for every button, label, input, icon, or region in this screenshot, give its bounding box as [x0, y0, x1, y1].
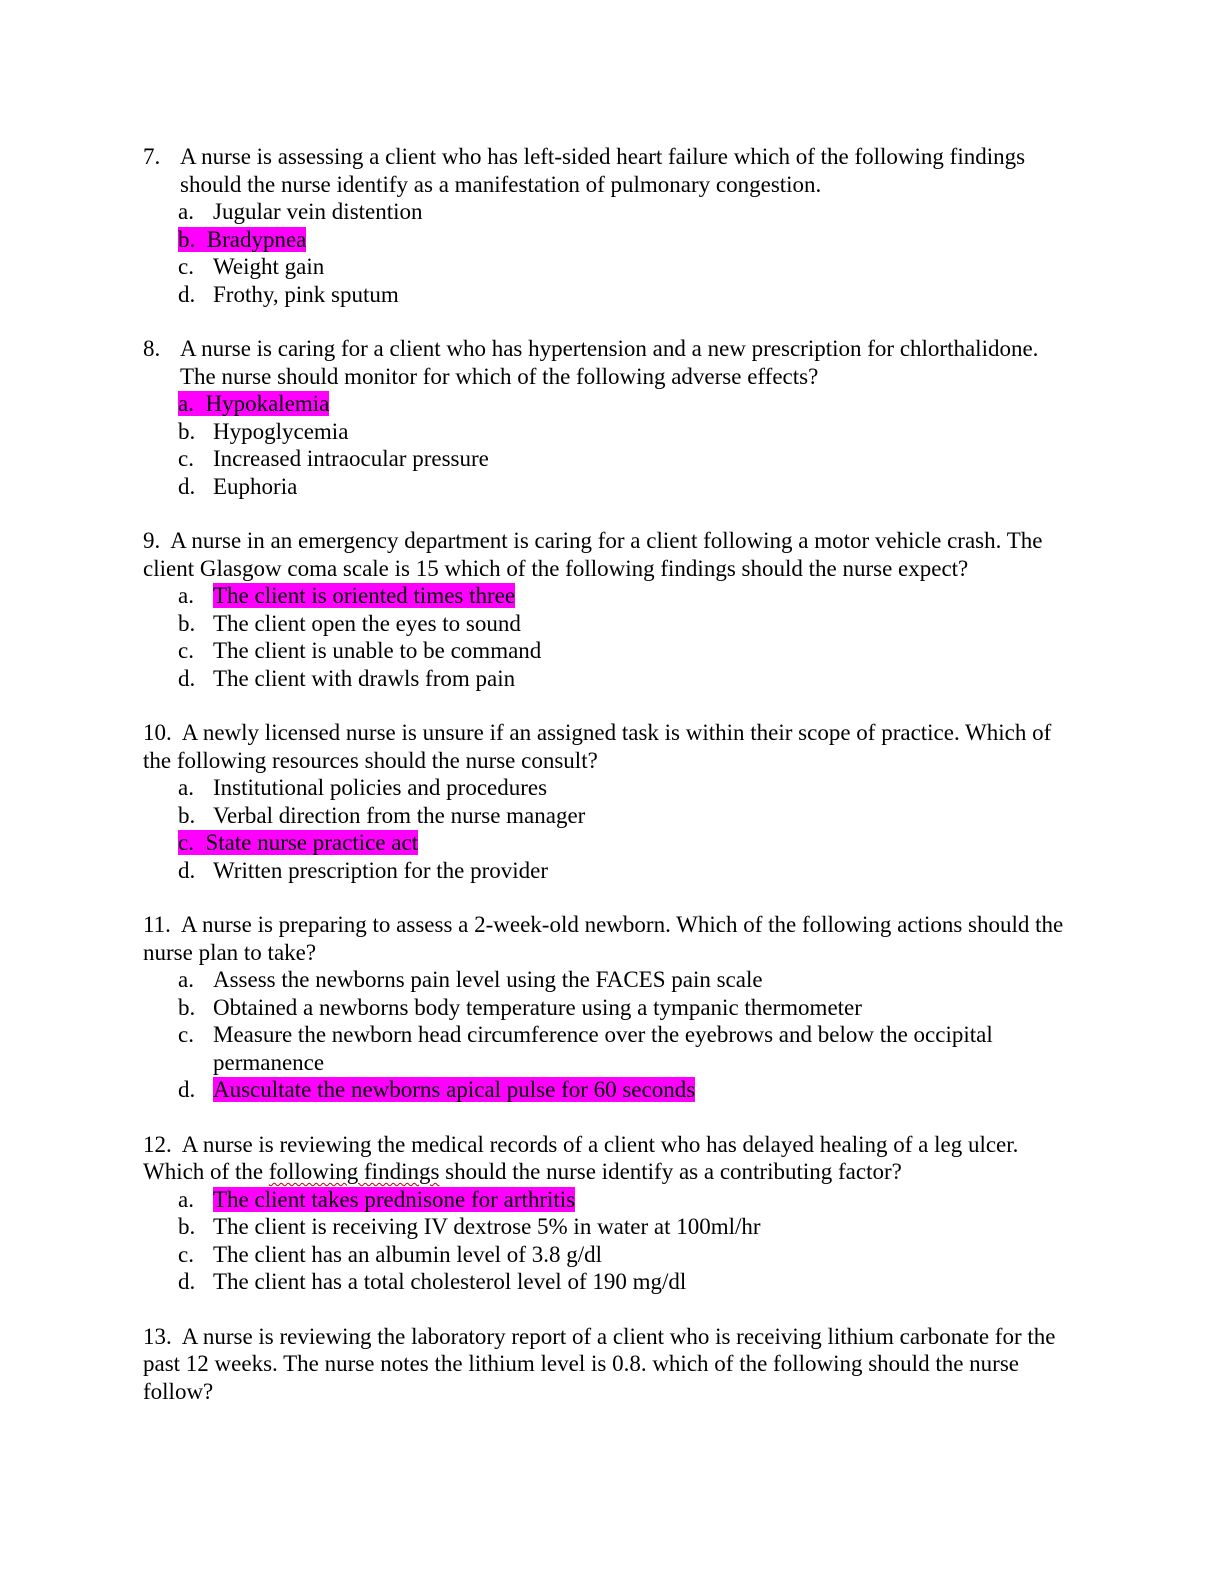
option-row [178, 665, 1064, 693]
option-letter: d. [178, 857, 196, 883]
option-text: Verbal direction from the nurse manager [213, 802, 586, 828]
question-text-segment: A nurse is caring for a client who has hypertension and a new prescription for chlorthalidone. The nurse should monitor for which of the following adverse effects? [180, 336, 1039, 389]
option-letter: a. [178, 199, 194, 224]
option-highlight: The client takes prednisone for arthritis [213, 1186, 576, 1212]
question-text-segment: A newly licensed nurse is unsure if an assigned task is within their scope of practice. Which of the following resources should the nurse consult? [143, 720, 1052, 773]
option-letter: b. [178, 1214, 196, 1239]
question-text-segment: A nurse in an emergency department is caring for a client following a motor vehicle crash. The client Glasgow coma scale is 15 which of the following findings should the nurse expect? [143, 528, 1043, 581]
option-text: The client has a total cholesterol level of 190 mg/dl [213, 1269, 687, 1294]
option-row [178, 857, 1064, 885]
option-row [178, 1076, 1064, 1104]
question-block [143, 527, 1064, 692]
option-row [178, 829, 1064, 857]
question-block [143, 143, 1064, 308]
option-letter: d. [178, 473, 196, 499]
question-number: 8. [143, 336, 161, 361]
option-row [178, 198, 1064, 226]
option-letter: a. [178, 775, 194, 800]
option-letter: c. [178, 638, 194, 663]
question-block [143, 719, 1064, 884]
question-text [143, 335, 1064, 390]
option-row [178, 418, 1064, 446]
option-letter: b. [178, 802, 196, 828]
option-text: Measure the newborn head circumference over the eyebrows and below the occipital permanence [213, 1022, 993, 1075]
option-row [178, 445, 1064, 473]
option-text [213, 582, 1064, 610]
option-row [178, 1268, 1064, 1296]
option-text: Hypoglycemia [213, 418, 349, 444]
option-text: The client open the eyes to sound [213, 610, 521, 636]
option-row [178, 390, 1064, 418]
question-text [143, 1323, 1064, 1406]
option-row [178, 1186, 1064, 1214]
option-letter: c. [178, 1241, 194, 1267]
option-row [178, 1021, 1064, 1076]
option-letter: d. [178, 1077, 196, 1102]
option-row [178, 1213, 1064, 1241]
option-letter: a. [178, 583, 194, 608]
option-text [213, 1186, 1064, 1214]
question-text [143, 1131, 1064, 1186]
option-letter: b. [178, 994, 196, 1020]
option-row [178, 966, 1064, 994]
option-letter: c. [178, 446, 194, 471]
option-letter: a. [178, 1186, 194, 1212]
question-text [143, 911, 1064, 966]
option-letter: c. [178, 254, 194, 279]
option-letter: d. [178, 665, 196, 691]
option-row [178, 802, 1064, 830]
option-row [178, 774, 1064, 802]
question-block [143, 911, 1064, 1104]
option-text: The client is unable to be command [213, 638, 542, 663]
option-row [178, 226, 1064, 254]
question-text-segment: should the nurse identify as a contributing factor? [439, 1159, 902, 1184]
option-highlight: The client is oriented times three [213, 583, 516, 608]
question-number: 13. [143, 1323, 172, 1349]
option-text: Written prescription for the provider [213, 857, 549, 883]
question-text-segment: A nurse is reviewing the laboratory report of a client who is receiving lithium carbonate for the past 12 weeks. The nurse notes the lithium level is 0.8. which of the following should the nurse follow? [143, 1323, 1056, 1404]
option-row [178, 473, 1064, 501]
option-text: Assess the newborns pain level using the FACES pain scale [213, 967, 763, 992]
question-text-segment: following findings [268, 1159, 440, 1184]
option-letter: a. [178, 967, 194, 992]
question-number: 9. [143, 528, 161, 553]
question-number: 10. [143, 720, 172, 745]
option-text: Increased intraocular pressure [213, 446, 489, 471]
option-text: The client with drawls from pain [213, 665, 516, 691]
option-highlight: Auscultate the newborns apical pulse for 60 seconds [213, 1077, 696, 1102]
question-text [143, 143, 1064, 198]
question-text [143, 527, 1064, 582]
question-number: 11. [143, 912, 171, 937]
option-row [178, 610, 1064, 638]
question-block [143, 1323, 1064, 1406]
option-highlight: c. State nurse practice act [178, 830, 419, 855]
option-text: The client is receiving IV dextrose 5% in water at 100ml/hr [213, 1214, 761, 1239]
option-letter: d. [178, 1269, 196, 1294]
option-row [178, 253, 1064, 281]
question-text-segment: A nurse is assessing a client who has left-sided heart failure which of the following findings should the nurse identify as a manifestation of pulmonary congestion. [180, 144, 1026, 197]
option-text: Weight gain [213, 254, 325, 279]
question-text [143, 719, 1064, 774]
option-letter: c. [178, 1022, 194, 1047]
option-letter: b. [178, 418, 196, 444]
option-row [178, 637, 1064, 665]
option-row [178, 994, 1064, 1022]
option-letter: b. [178, 610, 196, 636]
option-highlight: a. Hypokalemia [178, 391, 330, 416]
option-row [178, 281, 1064, 309]
question-block [143, 1131, 1064, 1296]
option-text: Institutional policies and procedures [213, 775, 548, 800]
option-highlight: b. Bradypnea [178, 226, 307, 252]
question-number: 7. [143, 144, 161, 169]
question-number: 12. [143, 1131, 172, 1157]
option-text: Jugular vein distention [213, 199, 423, 224]
option-text: Obtained a newborns body temperature using a tympanic thermometer [213, 994, 862, 1020]
option-text: Euphoria [213, 473, 298, 499]
option-letter: d. [178, 281, 196, 307]
option-text: The client has an albumin level of 3.8 g/dl [213, 1241, 602, 1267]
question-text-segment: A nurse is reviewing the medical records of a client who has delayed healing of a leg ulcer. Which of the [143, 1131, 1019, 1184]
option-text: Frothy, pink sputum [213, 281, 399, 307]
question-text-segment: A nurse is preparing to assess a 2-week-old newborn. Which of the following actions should the nurse plan to take? [143, 912, 1064, 965]
option-row [178, 1241, 1064, 1269]
option-text [213, 1076, 1064, 1104]
option-row [178, 582, 1064, 610]
question-block [143, 335, 1064, 500]
